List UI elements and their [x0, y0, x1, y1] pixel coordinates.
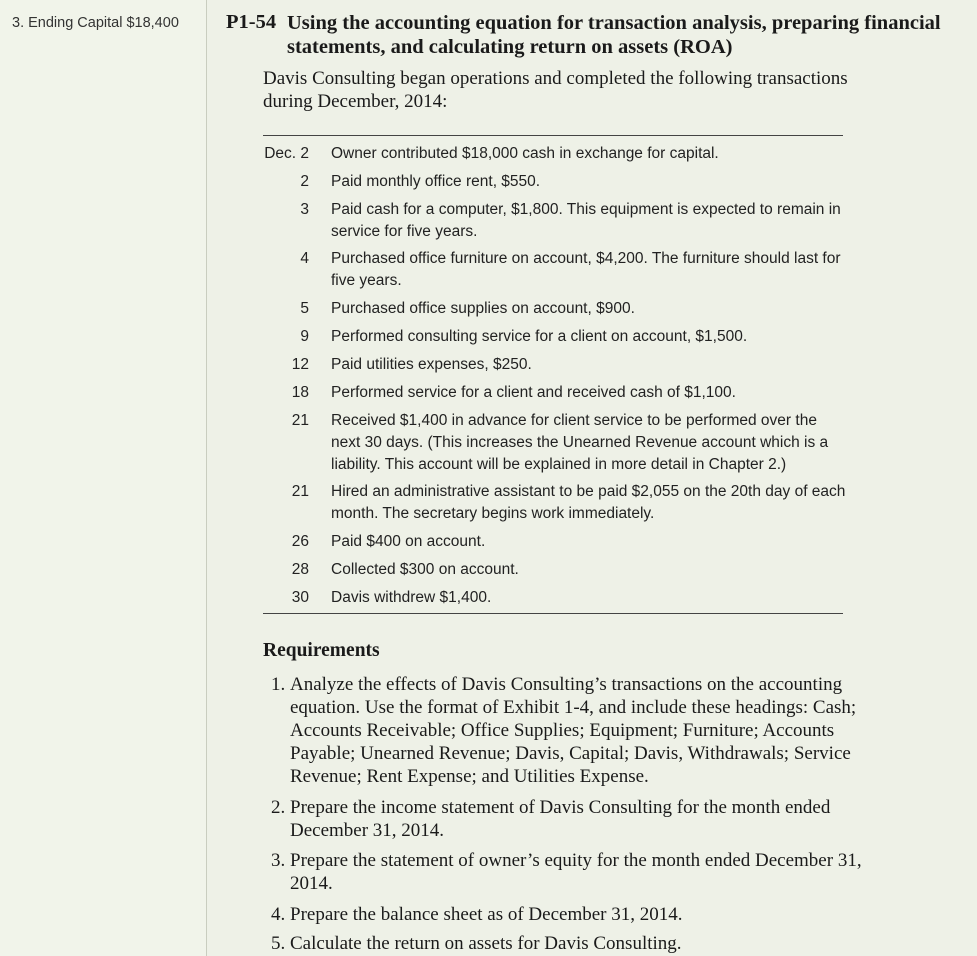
- transaction-text: Performed service for a client and received cash of $1,100.: [331, 384, 736, 401]
- requirement-text: Analyze the effects of Davis Consulting’s transactions on the accounting equation. Use the format of Exhibit 1-4, and include these headings: Cash; Accounts Receivable; Office Supplies; Equipment; Furniture; Accounts Payable; Unearned Revenue; Davis, Capital; Davis, Withdrawals; Service Revenue; Rent Expense; and Utilities Expense.: [290, 674, 857, 787]
- transaction-date: 9: [300, 328, 309, 345]
- transaction-date: 12: [291, 356, 309, 373]
- requirement-text: Calculate the return on assets for Davis Consulting.: [290, 933, 682, 954]
- transaction-text: Paid utilities expenses, $250.: [331, 356, 532, 373]
- problem-number: P1-54: [226, 11, 277, 33]
- transaction-text: Paid monthly office rent, $550.: [331, 173, 541, 190]
- transaction-date: Dec. 2: [264, 145, 309, 162]
- transaction-text: Performed consulting service for a client on account, $1,500.: [331, 328, 748, 345]
- requirement-number: 4.: [271, 904, 286, 925]
- table-bottom-rule: [263, 613, 843, 614]
- requirement-text: Prepare the income statement of Davis Consulting for the month ended December 31, 2014.: [290, 797, 831, 841]
- transaction-date: 26: [291, 533, 309, 550]
- transaction-date: 28: [291, 561, 309, 578]
- requirement-text: Prepare the statement of owner’s equity for the month ended December 31, 2014.: [290, 850, 862, 894]
- problem-panel: [207, 0, 977, 956]
- transaction-date: 21: [291, 483, 309, 500]
- table-top-rule: [263, 135, 843, 136]
- requirement-number: 2.: [271, 797, 286, 818]
- transaction-date: 18: [291, 384, 309, 401]
- requirement-number: 5.: [271, 933, 286, 954]
- transaction-text: Purchased office furniture on account, $4,200. The furniture should last for five years.: [331, 250, 841, 289]
- transaction-date: 21: [291, 412, 309, 429]
- requirement-text: Prepare the balance sheet as of December 31, 2014.: [290, 904, 683, 925]
- transaction-text: Collected $300 on account.: [331, 561, 519, 578]
- requirement-number: 1.: [271, 674, 286, 695]
- problem-title: Using the accounting equation for transaction analysis, preparing financial statements, and calculating return on assets (ROA): [287, 12, 941, 58]
- margin-answer-note: 3. Ending Capital $18,400: [12, 15, 179, 31]
- margin-column: [0, 0, 207, 956]
- transaction-text: Received $1,400 in advance for client service to be performed over the next 30 days. (This increases the Unearned Revenue account which is a liability. This account will be explained in more detail in Chapter 2.): [331, 412, 829, 473]
- transaction-date: 2: [300, 173, 309, 190]
- requirement-number: 3.: [271, 850, 286, 871]
- transaction-date: 5: [300, 300, 309, 317]
- transaction-text: Purchased office supplies on account, $900.: [331, 300, 635, 317]
- transaction-date: 30: [291, 589, 309, 606]
- transaction-text: Owner contributed $18,000 cash in exchange for capital.: [331, 145, 719, 162]
- transaction-text: Paid $400 on account.: [331, 533, 486, 550]
- transaction-date: 4: [300, 250, 309, 267]
- transaction-date: 3: [300, 201, 309, 218]
- requirements-heading: Requirements: [263, 640, 380, 661]
- transaction-text: Hired an administrative assistant to be paid $2,055 on the 20th day of each month. The secretary begins work immediately.: [331, 483, 846, 522]
- transaction-text: Davis withdrew $1,400.: [331, 589, 492, 606]
- problem-intro: Davis Consulting began operations and completed the following transactions during December, 2014:: [263, 68, 848, 112]
- transaction-text: Paid cash for a computer, $1,800. This equipment is expected to remain in service for five years.: [331, 201, 841, 240]
